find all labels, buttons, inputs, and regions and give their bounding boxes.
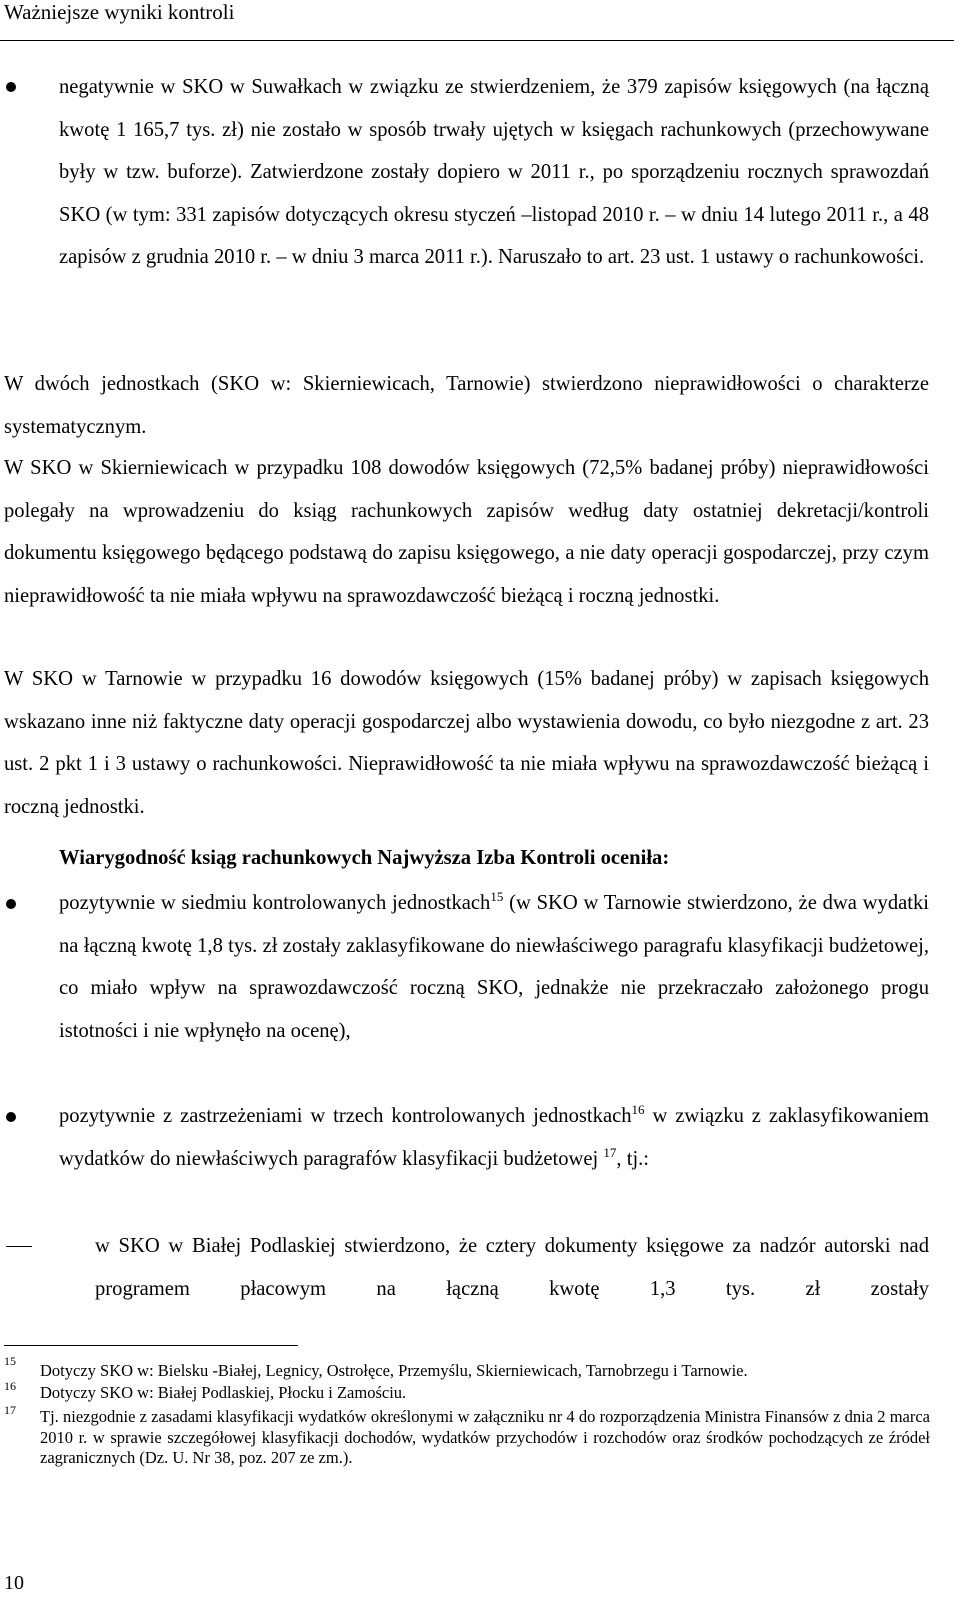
footnote-ref: 16 <box>631 1102 645 1117</box>
footnote-text: Tj. niezgodnie z zasadami klasyfikacji wydatków określonymi w załączniku nr 4 do rozporządzenia Ministra Finansów z dnia 2 marca 2010 r. w sprawie szczegółowej klasyfikacji dochodów, wydatków przychodów i rozchodów oraz środków pochodzących ze źródeł zagranicznych (Dz. U. Nr 38, poz. 207 ze zm.). <box>40 1407 930 1467</box>
section-heading: Wiarygodność ksiąg rachunkowych Najwyższa Izba Kontroli oceniła: <box>59 847 670 869</box>
dash-marker <box>6 1246 32 1247</box>
bullet-text: w związku z zaklasyfikowaniem wydatków do niewłaściwych paragrafów klasyfikacji budżetowej <box>59 1105 929 1170</box>
page-number: 10 <box>4 1572 24 1594</box>
bullet-marker <box>6 82 16 92</box>
bullet-item-suwalki: negatywnie w SKO w Suwałkach w związku ze stwierdzeniem, że 379 zapisów księgowych (na łączną kwotę 1 165,7 tys. zł) nie zostało w sposób trwały ujętych w księgach rachunkowych (przechowywane były w tzw. buforze). Zatwierdzone zostały dopiero w 2011 r., po sporządzeniu rocznych sprawozdań SKO (w tym: 331 zapisów dotyczących okresu styczeń –listopad 2010 r. – w dniu 14 lutego 2011 r., a 48 zapisów z grudnia 2010 r. – w dniu 3 marca 2011 r.). Naruszało to art. 23 ust. 1 ustawy o rachunkowości. <box>59 76 929 268</box>
footnote-number: 15 <box>4 1354 16 1368</box>
footnote-number: 17 <box>4 1403 16 1417</box>
bullet-item-qualified <box>59 1095 929 1180</box>
footnote-ref: 17 <box>603 1144 617 1160</box>
running-header <box>0 0 954 41</box>
bullet-marker <box>6 899 16 909</box>
footnote-number: 16 <box>4 1379 16 1393</box>
footnote-text: Dotyczy SKO w: Białej Podlaskiej, Płocku i Zamościu. <box>40 1383 407 1402</box>
bullet-text: , tj.: <box>616 1147 650 1170</box>
paragraph-skierniewice: W SKO w Skierniewicach w przypadku 108 dowodów księgowych (72,5% badanej próby) nieprawidłowości polegały na wprowadzeniu do ksiąg rachunkowych zapisów według daty ostatniej dekretacji/kontroli dokumentu księgowego będącego podstawą do zapisu księgowego, a nie daty operacji gospodarczej, przy czym nieprawidłowość ta nie miała wpływu na sprawozdawczość bieżącą i roczną jednostki. <box>4 457 929 607</box>
bullet-marker <box>6 1112 16 1122</box>
footnote-separator <box>4 1345 298 1346</box>
footnote-text: Dotyczy SKO w: Bielsku -Białej, Legnicy, Ostrołęce, Przemyślu, Skierniewicach, Tarnobrzegu i Tarnowie. <box>40 1361 748 1380</box>
paragraph-tarnow: W SKO w Tarnowie w przypadku 16 dowodów księgowych (15% badanej próby) w zapisach księgowych wskazano inne niż faktyczne daty operacji gospodarczej albo wystawienia dowodu, co było niezgodne z art. 23 ust. 2 pkt 1 i 3 ustawy o rachunkowości. Nieprawidłowość ta nie miała wpływu na sprawozdawczość bieżącą i roczną jednostki. <box>4 668 929 818</box>
bullet-text: pozytywnie z zastrzeżeniami w trzech kontrolowanych jednostkach <box>59 1105 632 1127</box>
paragraph-systematic: W dwóch jednostkach (SKO w: Skierniewicach, Tarnowie) stwierdzono nieprawidłowości o charakterze systematycznym. <box>4 373 929 438</box>
bullet-text: (w SKO w Tarnowie stwierdzono, że dwa wydatki na łączną kwotę 1,8 tys. zł zostały zaklasyfikowane do niewłaściwego paragrafu klasyfikacji budżetowej, co miało wpływ na sprawozdawczość roczną SKO, jednakże nie przekraczało założonego progu istotności i nie wpłynęło na ocenę), <box>59 892 929 1042</box>
bullet-item-positive <box>59 882 929 1052</box>
dash-item-biala-podlaska: w SKO w Białej Podlaskiej stwierdzono, że cztery dokumenty księgowe za nadzór autorski nad programem płacowym na łączną kwotę 1,3 tys. zł zostały <box>95 1235 929 1300</box>
header-title: Ważniejsze wyniki kontroli <box>4 0 235 24</box>
footnote-ref: 15 <box>490 889 504 904</box>
bullet-text: pozytywnie w siedmiu kontrolowanych jednostkach <box>59 892 491 914</box>
